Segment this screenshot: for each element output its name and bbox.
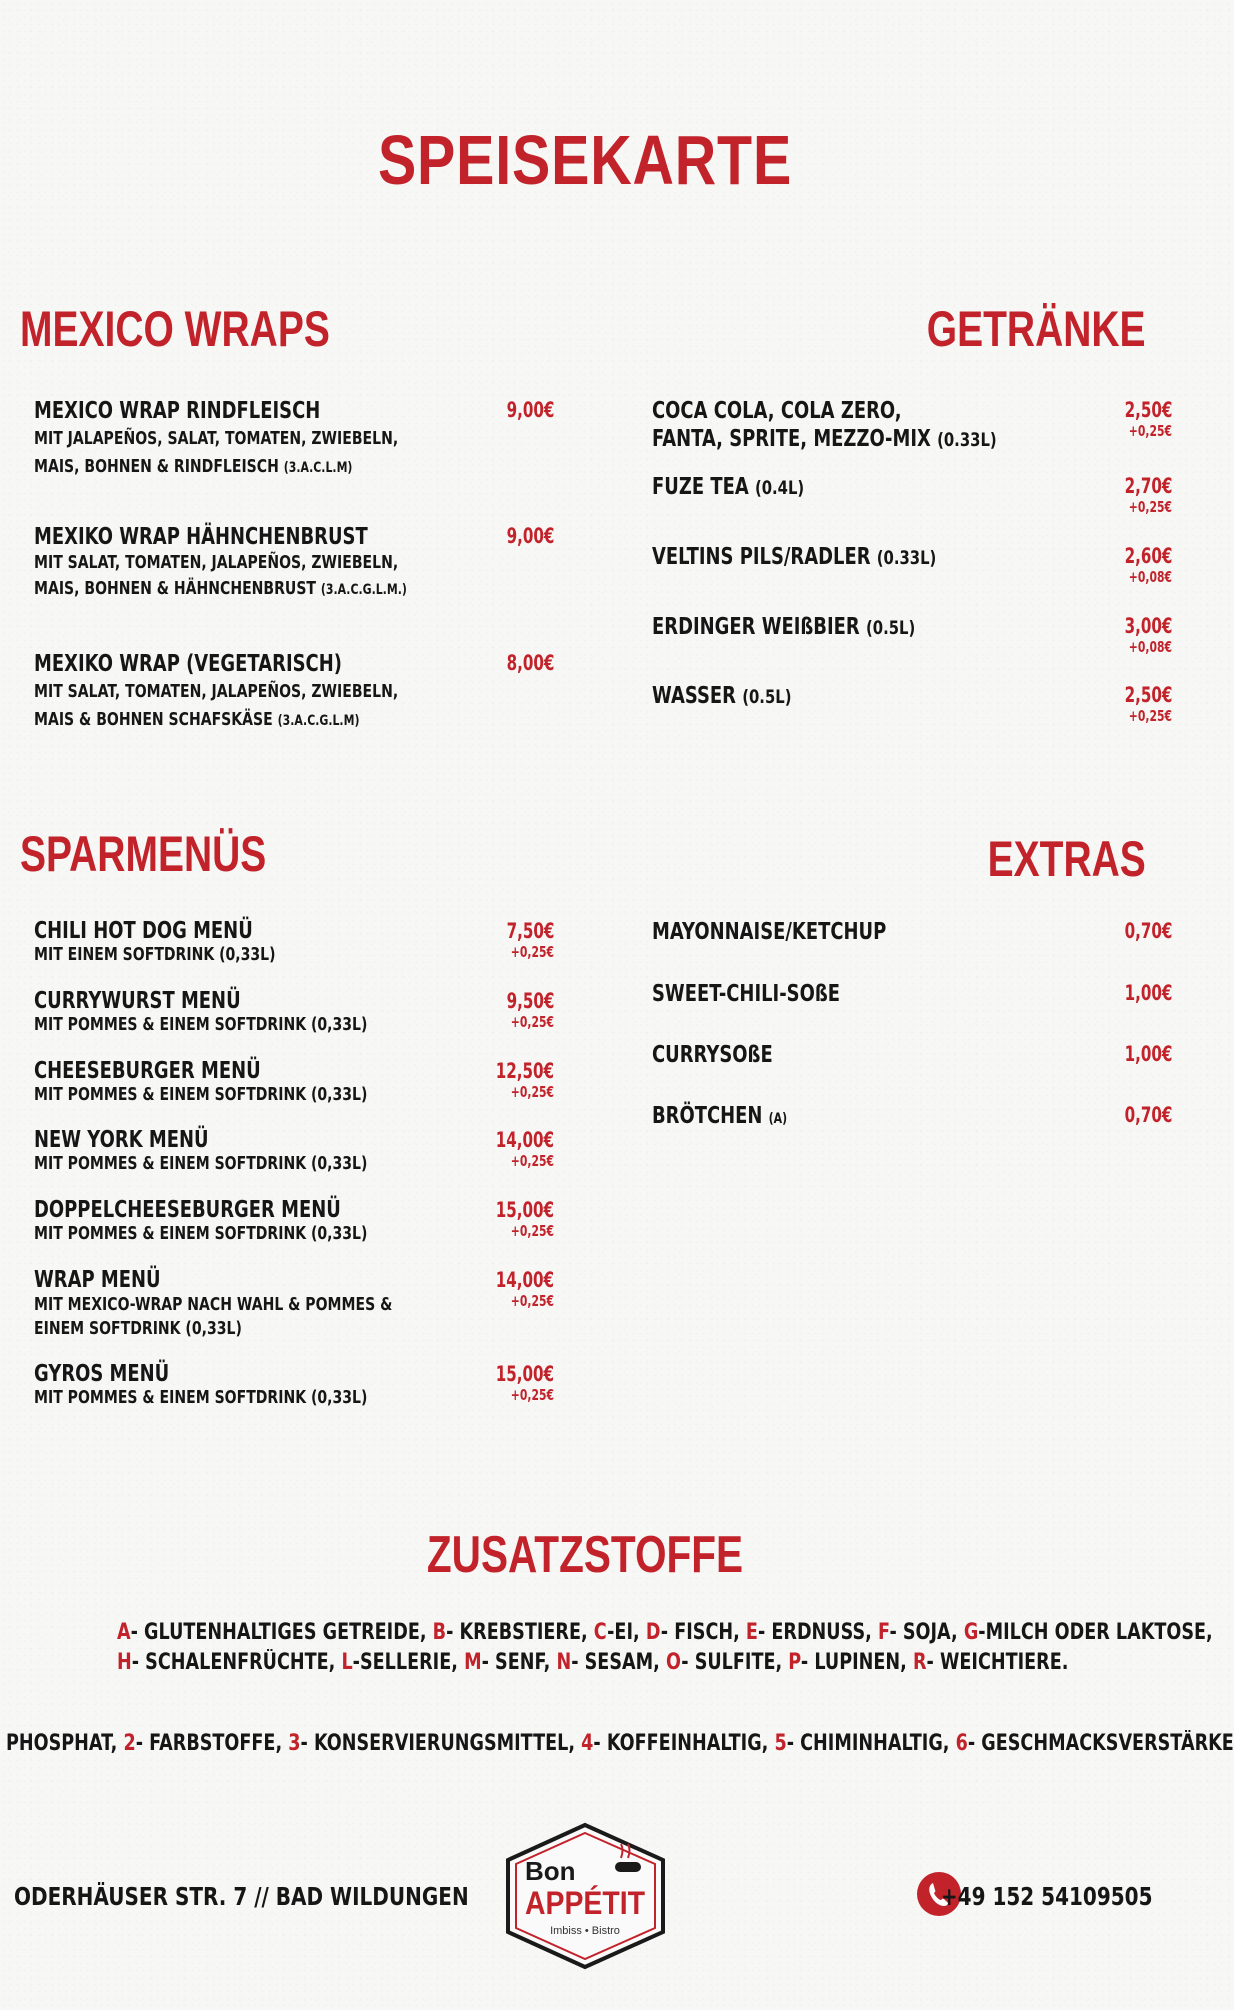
item-deposit: +0,25€ — [510, 1152, 554, 1170]
item-name: BRÖTCHEN (A) — [652, 1103, 788, 1129]
item-price: 8,00€ — [506, 651, 554, 675]
item-description: MIT POMMES & EINEM SOFTDRINK (0,33L) — [34, 1153, 368, 1174]
item-price: 7,50€ — [506, 919, 554, 943]
menu-item — [652, 1041, 1172, 1069]
menu-item — [652, 918, 1172, 946]
menu-item — [34, 650, 554, 735]
item-deposit: +0,25€ — [510, 1292, 554, 1310]
item-name: FANTA, SPRITE, MEZZO-MIX (0.33L) — [652, 426, 997, 452]
item-name: CURRYWURST MENÜ — [34, 988, 241, 1014]
additives-legend: PHOSPHAT, 2- FARBSTOFFE, 3- KONSERVIERUNGSMITTEL, 4- KOFFEINHALTIG, 5- CHIMINHALTIG, 6- GESCHMACKSVERSTÄRKE — [6, 1731, 1234, 1756]
menu-item — [34, 1127, 554, 1175]
menu-item — [652, 543, 1172, 586]
footer-phone-number[interactable]: +49 152 54109505 — [940, 1882, 1152, 1911]
item-name: VELTINS PILS/RADLER (0.33L) — [652, 544, 937, 570]
item-description: MAIS, BOHNEN & HÄHNCHENBRUST (3.A.C.G.L.M.) — [34, 578, 407, 599]
item-price: 15,00€ — [495, 1198, 554, 1222]
item-price: 12,50€ — [495, 1059, 554, 1083]
item-size: (0.5L) — [865, 617, 916, 639]
item-deposit: +0,25€ — [510, 1222, 554, 1240]
item-description: MIT SALAT, TOMATEN, JALAPEÑOS, ZWIEBELN, — [34, 552, 399, 573]
menu-item — [34, 1197, 554, 1245]
item-price: 2,60€ — [1124, 544, 1172, 568]
svg-text:APPÉTIT: APPÉTIT — [525, 1885, 646, 1921]
item-description: MIT JALAPEÑOS, SALAT, TOMATEN, ZWIEBELN, — [34, 428, 399, 449]
item-price: 2,50€ — [1124, 398, 1172, 422]
item-name: MEXIKO WRAP (VEGETARISCH) — [34, 651, 342, 677]
item-deposit: +0,25€ — [1128, 498, 1172, 516]
item-size: (0.4L) — [754, 477, 805, 499]
item-deposit: +0,08€ — [1128, 638, 1172, 656]
item-name: GYROS MENÜ — [34, 1361, 170, 1387]
item-description: MIT SALAT, TOMATEN, JALAPEÑOS, ZWIEBELN, — [34, 681, 399, 702]
section-title-mexico-wraps: MEXICO WRAPS — [20, 301, 330, 357]
item-description: MAIS & BOHNEN SCHAFSKÄSE (3.A.C.G.L.M) — [34, 709, 360, 730]
item-deposit: +0,25€ — [510, 1013, 554, 1031]
section-title-zusatzstoffe: ZUSATZSTOFFE — [426, 1526, 744, 1584]
item-price: 15,00€ — [495, 1362, 554, 1386]
item-name: MEXIKO WRAP HÄHNCHENBRUST — [34, 524, 368, 550]
item-price: 14,00€ — [495, 1268, 554, 1292]
menu-item — [34, 988, 554, 1036]
menu-item — [34, 1267, 554, 1341]
item-deposit: +0,25€ — [510, 943, 554, 961]
footer-address: ODERHÄUSER STR. 7 // BAD WILDUNGEN — [14, 1882, 469, 1911]
item-description: MIT EINEM SOFTDRINK (0,33L) — [34, 944, 276, 965]
item-description: MIT POMMES & EINEM SOFTDRINK (0,33L) — [34, 1387, 368, 1408]
item-deposit: +0,25€ — [510, 1083, 554, 1101]
item-name: DOPPELCHEESEBURGER MENÜ — [34, 1197, 341, 1223]
item-description: EINEM SOFTDRINK (0,33L) — [34, 1318, 242, 1339]
item-price: 2,50€ — [1124, 683, 1172, 707]
menu-item — [652, 1102, 1172, 1133]
item-name: SWEET-CHILI-SOßE — [652, 981, 841, 1007]
menu-item — [34, 1058, 554, 1106]
svg-text:Bon: Bon — [525, 1856, 576, 1886]
allergen-legend-line-2: H- SCHALENFRÜCHTE, L-SELLERIE, M- SENF, N- SESAM, O- SULFITE, P- LUPINEN, R- WEICHTIERE. — [117, 1650, 1069, 1675]
item-deposit: +0,08€ — [1128, 568, 1172, 586]
item-price: 1,00€ — [1124, 981, 1172, 1005]
item-name: CURRYSOßE — [652, 1042, 773, 1068]
item-price: 2,70€ — [1124, 474, 1172, 498]
allergen-codes: (3.A.C.G.L.M.) — [320, 582, 407, 598]
item-deposit: +0,25€ — [510, 1386, 554, 1404]
item-price: 9,00€ — [506, 524, 554, 548]
item-name: FUZE TEA (0.4L) — [652, 474, 805, 500]
menu-item — [34, 397, 554, 482]
item-size: (0.33L) — [876, 547, 937, 569]
item-name: ERDINGER WEIßBIER (0.5L) — [652, 614, 916, 640]
menu-item — [652, 980, 1172, 1008]
item-size: (0.5L) — [742, 686, 792, 708]
item-description: MIT POMMES & EINEM SOFTDRINK (0,33L) — [34, 1014, 368, 1035]
page-title: SPEISEKARTE — [377, 121, 793, 199]
menu-item — [34, 918, 554, 966]
bon-appetit-logo — [503, 1822, 668, 1970]
item-deposit: +0,25€ — [1128, 422, 1172, 440]
item-name: COCA COLA, COLA ZERO, — [652, 398, 902, 424]
allergen-codes: (3.A.C.G.L.M) — [277, 713, 360, 729]
section-title-extras: EXTRAS — [987, 831, 1146, 887]
section-title-getraenke: GETRÄNKE — [927, 301, 1146, 357]
menu-item — [34, 523, 554, 604]
allergen-legend-line-1: A- GLUTENHALTIGES GETREIDE, B- KREBSTIERE, C-EI, D- FISCH, E- ERDNUSS, F- SOJA, G-MILCH ODER LAKTOSE, — [117, 1620, 1213, 1645]
menu-item — [652, 682, 1172, 725]
item-price: 0,70€ — [1124, 1103, 1172, 1127]
item-price: 3,00€ — [1124, 614, 1172, 638]
item-name: CHILI HOT DOG MENÜ — [34, 918, 253, 944]
menu-item — [652, 397, 1172, 454]
item-price: 9,50€ — [506, 989, 554, 1013]
item-name: WRAP MENÜ — [34, 1267, 161, 1293]
item-name: NEW YORK MENÜ — [34, 1127, 209, 1153]
item-description: MIT POMMES & EINEM SOFTDRINK (0,33L) — [34, 1223, 368, 1244]
menu-item — [652, 613, 1172, 656]
item-name: CHEESEBURGER MENÜ — [34, 1058, 261, 1084]
item-price: 9,00€ — [506, 398, 554, 422]
svg-text:Imbiss • Bistro: Imbiss • Bistro — [550, 1925, 620, 1937]
item-price: 0,70€ — [1124, 919, 1172, 943]
item-description: MIT POMMES & EINEM SOFTDRINK (0,33L) — [34, 1084, 368, 1105]
item-name: MAYONNAISE/KETCHUP — [652, 919, 887, 945]
menu-item — [652, 473, 1172, 516]
allergen-codes: (A) — [768, 1111, 788, 1127]
item-size: (0.33L) — [937, 429, 997, 451]
item-name: WASSER (0.5L) — [652, 683, 792, 709]
item-description: MIT MEXICO-WRAP NACH WAHL & POMMES & — [34, 1294, 393, 1315]
item-description: MAIS, BOHNEN & RINDFLEISCH (3.A.C.L.M) — [34, 456, 353, 477]
item-name: MEXICO WRAP RINDFLEISCH — [34, 398, 321, 424]
allergen-codes: (3.A.C.L.M) — [283, 460, 353, 476]
item-price: 1,00€ — [1124, 1042, 1172, 1066]
menu-item — [34, 1361, 554, 1409]
item-deposit: +0,25€ — [1128, 707, 1172, 725]
item-price: 14,00€ — [495, 1128, 554, 1152]
section-title-sparmenues: SPARMENÜS — [20, 826, 267, 882]
